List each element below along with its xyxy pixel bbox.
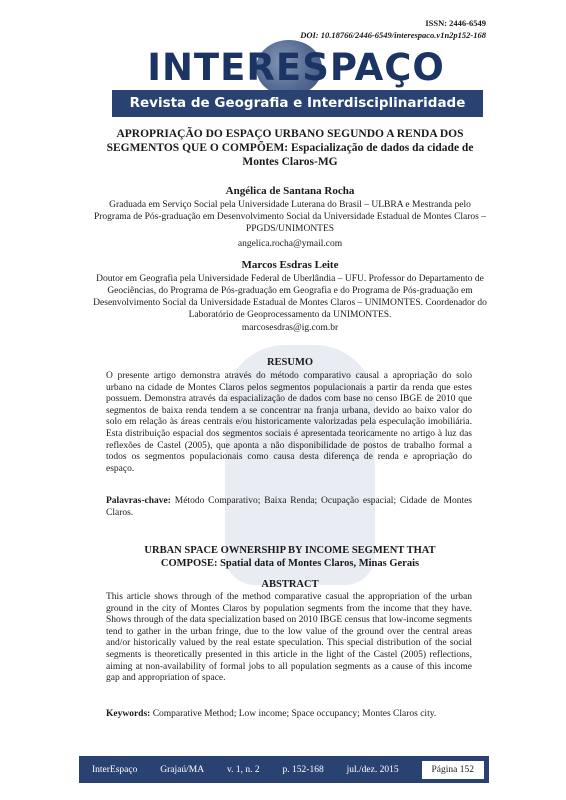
english-title-line2: COMPOSE: Spatial data of Montes Claros, Minas Gerais: [160, 558, 420, 569]
footer-pages: p. 152-168: [282, 764, 324, 775]
keywords-en: [106, 709, 472, 721]
author-email: marcosesdras@ig.com.br: [241, 323, 339, 333]
english-title-line1: URBAN SPACE OWNERSHIP BY INCOME SEGMENT THAT: [144, 545, 436, 556]
footer-volume: v. 1, n. 2: [226, 764, 260, 775]
keywords-label: Palavras-chave:: [106, 496, 171, 506]
doi-label: DOI: 10.18766/2446-6549/interespaco.v1n2p152-168: [300, 30, 486, 40]
keywords-value: Comparative Method; Low income; Space occupancy; Montes Claros city.: [152, 709, 437, 719]
keywords-label: Keywords:: [106, 709, 151, 719]
author-name: Marcos Esdras Leite: [241, 259, 339, 271]
author-email: angelica.rocha@ymail.com: [237, 239, 343, 249]
article-title: APROPRIAÇÃO DO ESPAÇO URBANO SEGUNDO A RENDA DOS SEGMENTOS QUE O COMPÕEM: Espacialização de dados da cidade de Montes Claros-MG: [106, 128, 474, 168]
author-name: Angélica de Santana Rocha: [225, 185, 355, 197]
keywords-pt: [106, 496, 472, 519]
journal-subtitle-banner: Revista de Geografia e Interdisciplinaridade: [112, 90, 483, 117]
author-affiliation: Doutor em Geografia pela Universidade Federal de Uberlândia – UFU. Professor do Departamento de Geociências, do Programa de Pós-graduação em Geografia e do Programa de Pós-graduação em Desenvolvimento Social da Universidade Estadual de Montes Claros – UNIMONTES. Coordenador do Laboratório de Geoprocessamento da UNIMONTES.: [93, 274, 487, 320]
author-affiliation: Graduada em Serviço Social pela Universidade Luterana do Brasil – ULBRA e Mestranda pelo Programa de Pós-graduação em Desenvolvimento Social da Universidade Estadual de Montes Claros – PPGDS/UNIMONTES: [93, 200, 487, 234]
resumo-heading: RESUMO: [266, 357, 314, 368]
logo-wordmark: INTERESPAÇO: [147, 46, 445, 89]
footer-journal: InterEspaço: [92, 764, 138, 775]
footer-page-number: Página 152: [422, 761, 484, 779]
keywords-value: Método Comparativo; Baixa Renda; Ocupação espacial; Cidade de Montes Claros.: [106, 496, 473, 518]
page-footer: [79, 756, 489, 783]
footer-place: Grajaú/MA: [160, 764, 205, 775]
footer-date: jul./dez. 2015: [346, 764, 399, 775]
abstract-text: This article shows through of the method comparative casual the appropriation of the urban ground in the city of Montes Claros by population segments from the income that they have. Shows through of the data specialization based on 2010 IBGE census that low-income segments tend to gather in the urban fringe, due to the low value of the ground over the central areas and/or historically valued by the real estate speculation. This special distribution of the social segments is theoretically presented in this article in the light of the Castel (2005) reflections, aiming at non-availability of formal jobs to all population segments as a cause of this income gap and appropriation of space.: [106, 592, 472, 684]
abstract-heading: ABSTRACT: [261, 579, 319, 590]
resumo-text: O presente artigo demonstra através do método comparativo causal a apropriação do solo urbano na cidade de Montes Claros pelos segmentos populacionais a partir da renda que estes possuem. Demonstra através da espacialização de dados com base no censo IBGE de 2010 que segmentos de baixa renda tendem a se concentrar na franja urbana, devido ao baixo valor do solo em relação às áreas centrais e/ou historicamente valorizadas pela especulação imobiliária. Esta distribuição espacial dos segmentos sociais é apresentada teoricamente no artigo à luz das reflexões de Castel (2005), que aponta a não disponibilidade de postos de trabalho formal a todos os segmentos populacionais como causa desta diferença de renda e apropriação do espaço.: [106, 371, 472, 474]
issn-label: ISSN: 2446-6549: [425, 18, 486, 28]
